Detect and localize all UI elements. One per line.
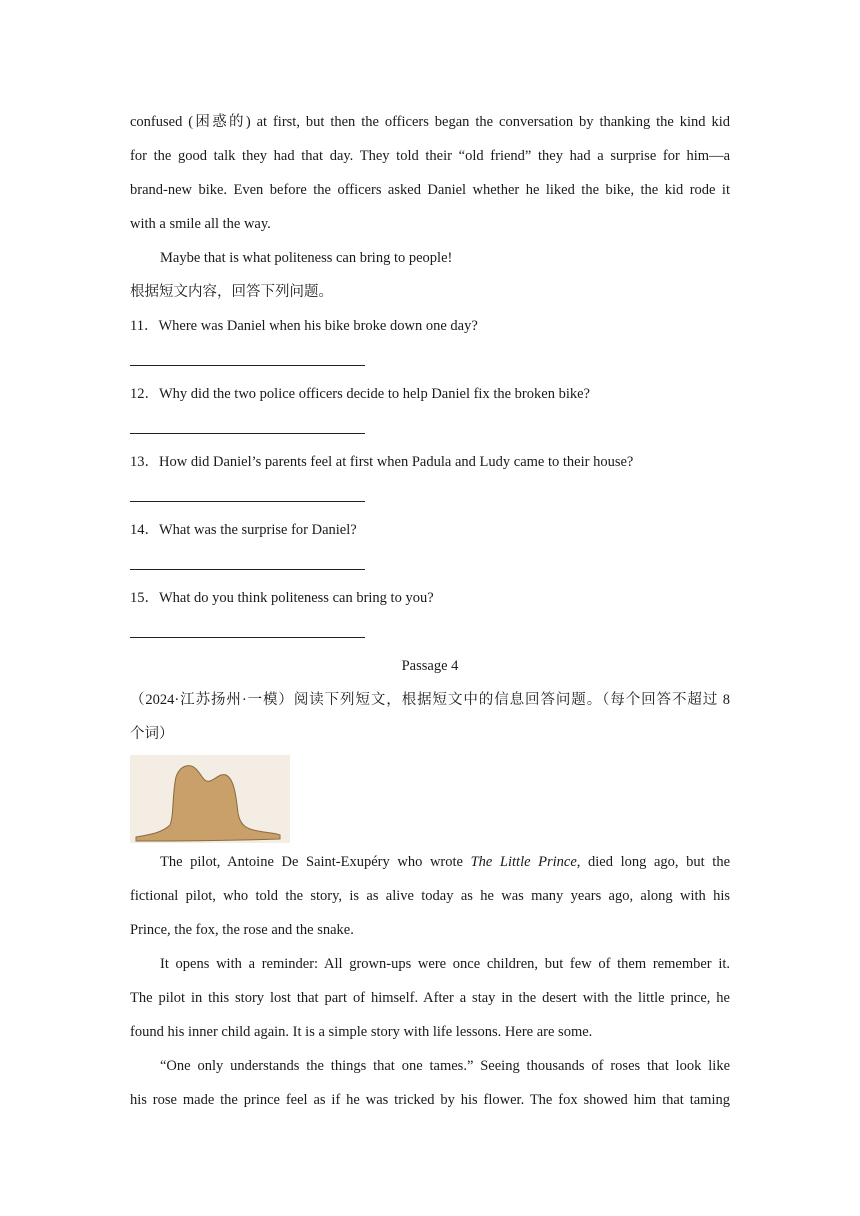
- passage-source: 个词）: [130, 726, 174, 742]
- book-title: The Little Prince: [470, 854, 577, 870]
- question-text: What was the surprise for Daniel?: [159, 522, 357, 538]
- question-number: 14．: [130, 522, 159, 538]
- passage3-line: confused (困惑的) at first, but then the officers began the conversation by thanking the kind kid: [130, 114, 730, 130]
- hat-drawing-image: [130, 755, 290, 843]
- question-number: 11．: [130, 318, 159, 334]
- question-item: [130, 513, 730, 581]
- passage4-line: It opens with a reminder: All grown-ups were once children, but few of them remember it.: [160, 956, 730, 972]
- passage3-line: for the good talk they had that day. They told their “old friend” they had a surprise for him—a: [130, 148, 730, 164]
- passage4-line: Prince, the fox, the rose and the snake.: [130, 922, 354, 938]
- passage4-line: “One only understands the things that one tames.” Seeing thousands of roses that look like: [160, 1058, 730, 1074]
- answer-blank[interactable]: [130, 479, 365, 513]
- question-text: How did Daniel’s parents feel at first when Padula and Ludy came to their house?: [159, 454, 634, 470]
- question-item: [130, 377, 730, 445]
- answer-blank[interactable]: [130, 615, 365, 649]
- question-item: [130, 445, 730, 513]
- hat-drawing-icon: [130, 755, 290, 843]
- question-number: 13．: [130, 454, 159, 470]
- question-text: Where was Daniel when his bike broke down one day?: [158, 318, 478, 334]
- document-page: [130, 105, 730, 1117]
- answer-blank[interactable]: [130, 343, 365, 377]
- question-number: 15．: [130, 590, 159, 606]
- question-item: [130, 309, 730, 377]
- passage-source: （2024·江苏扬州·一模）阅读下列短文，根据短文中的信息回答问题。（每个回答不超过 8: [130, 692, 730, 708]
- question-item: [130, 581, 730, 649]
- question-number: 12．: [130, 386, 159, 402]
- passage3-closing: Maybe that is what politeness can bring to people!: [160, 250, 453, 266]
- passage4-line: his rose made the prince feel as if he was tricked by his flower. The fox showed him that taming: [130, 1092, 730, 1108]
- question-text: What do you think politeness can bring to you?: [159, 590, 434, 606]
- answer-blank[interactable]: [130, 411, 365, 445]
- passage4-line: The pilot, Antoine De Saint-Exupéry who wrote The Little Prince, died long ago, but the: [160, 854, 730, 870]
- passage4-line: The pilot in this story lost that part of himself. After a stay in the desert with the little prince, he: [130, 990, 730, 1006]
- question-text: Why did the two police officers decide to help Daniel fix the broken bike?: [159, 386, 590, 402]
- passage3-line: brand-new bike. Even before the officers asked Daniel whether he liked the bike, the kid rode it: [130, 182, 730, 198]
- passage-title: Passage 4: [401, 658, 459, 674]
- passage4-line: found his inner child again. It is a simple story with life lessons. Here are some.: [130, 1024, 593, 1040]
- answer-blank[interactable]: [130, 547, 365, 581]
- passage4-line: fictional pilot, who told the story, is as alive today as he was many years ago, along with his: [130, 888, 730, 904]
- instruction: 根据短文内容，回答下列问题。: [130, 284, 333, 300]
- passage3-line: with a smile all the way.: [130, 216, 271, 232]
